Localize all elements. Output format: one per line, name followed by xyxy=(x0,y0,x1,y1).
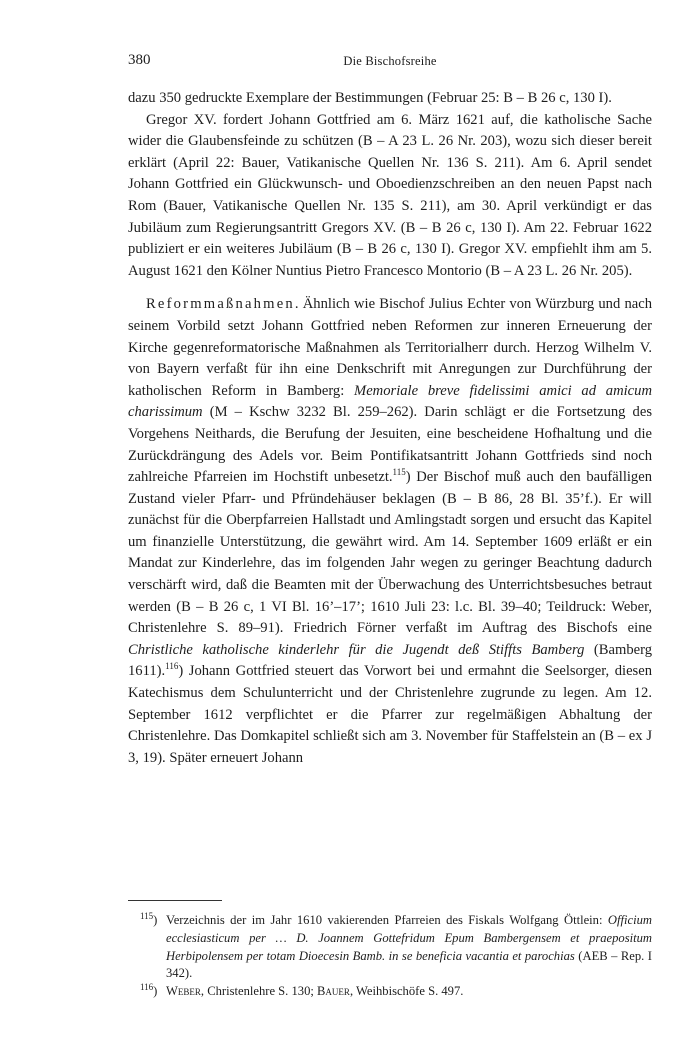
main-text xyxy=(128,88,652,769)
footnotes xyxy=(128,912,652,1001)
footnote-ref-116[interactable]: 116 xyxy=(165,661,179,672)
footnote-ref-115[interactable]: 115 xyxy=(392,467,406,478)
author-name: Weber xyxy=(166,984,201,999)
text-segment: ) Johann Gottfried steuert das Vorwort bei und ermahnt die Seelsorger, diesen Katechismus dem Schulunterricht und der Christenlehre zugrunde zu legen. Am 12. September 1612 verpflichtet er die Pfarrer zur regelmäßigen Abhaltung der Christenlehre. Das Domkapitel schließt sich am 3. November für Staffelstein an (B – ex J 3, 19). Später erneuert Johann xyxy=(128,663,652,766)
footnote-116 xyxy=(128,983,652,1001)
footnote-title: Officium ecclesiasticum per … D. Joannem Gottefridum Epum Bambergensem et praepositum Herbipolensem per totam Dioecesin Bamb. in se beneficia vacantia et parochias xyxy=(166,913,652,963)
footnote-text: , Christenlehre S. 130; xyxy=(200,984,318,999)
text-segment: (M – Kschw 3232 Bl. 259–262). Darin schlägt er die Fortsetzung des Vorgehens Neithards, die Berufung der Jesuiten, eine bescheidene Hofhaltung und die Zurückdrängung des Adels vor. Beim Pontifikatsantritt Johann Gottfrieds sind noch zahlreiche Pfarreien im Hochstift unbesetzt. xyxy=(128,404,652,486)
section-heading: Reformmaßnahmen xyxy=(146,296,295,313)
paragraph-2: Gregor XV. fordert Johann Gottfried am 6. März 1621 auf, die katholische Sache wider die Glaubensfeinde zu schützen (B – A 23 L. 26 Nr. 203), wozu sich dieser bereit erklärt (April 22: Bauer, Vatikanische Quellen Nr. 136 S. 211). Am 6. April sendet Johann Gottfried ein Glückwunsch- und Oboedienzschreiben an den neuen Papst nach Rom (Bauer, Vatikanische Quellen Nr. 135 S. 211), am 30. April verkündigt er das Jubiläum zum Regierungsantritt Gregors XV. (B – B 26 c, 130 I). Am 22. Februar 1622 publiziert er ein weiteres Jubiläum (B – B 26 c, 130 I). Gregor XV. empfiehlt ihm am 5. August 1621 den Kölner Nuntius Pietro Francesco Montorio (B – A 23 L. 26 Nr. 205). xyxy=(128,111,652,279)
footnote-text: , Weihbischöfe S. 497. xyxy=(349,984,464,999)
page-header xyxy=(128,52,652,74)
title-memoriale: Memoriale breve fidelissimi amici ad amicum charissimum xyxy=(128,382,652,421)
footnote-text: Verzeichnis der im Jahr 1610 vakierenden Pfarreien des Fiskals Wolfgang Öttlein: xyxy=(166,913,608,927)
text-segment: (Bamberg 1611). xyxy=(128,641,652,680)
footnote-text: (AEB – Rep. I 342). xyxy=(166,948,652,981)
paragraph-3: Reformmaßnahmen. Ähnlich wie Bischof Julius Echter von Würzburg und nach seinem Vorbild setzt Johann Gottfried neben Reformen zur inneren Erneuerung der Kirche gegenreformatorische Maßnahmen als Territorialherr durch. Herzog Wilhelm V. von Bayern verfaßt für ihn eine Denkschrift mit Anregungen zur Durchführung der katholischen Reform in Bamberg: Memoriale breve fidelissimi amici ad amicum charissimum (M – Kschw 3232 Bl. 259–262). Darin schlägt er die Fortsetzung des Vorgehens Neithards, die Berufung der Jesuiten, eine bescheidene Hofhaltung und die Zurückdrängung des Adels vor. Beim Pontifikatsantritt Johann Gottfrieds sind noch zahlreiche Pfarreien im Hochstift unbesetzt.$^{115}$) Der Bischof muß auch den baufälligen Zustand vieler Pfarr- und Pfründehäuser beklagen (B – B 86, 28 Bl. 35’f.). Er will zunächst für die Oberpfarreien Hallstadt und Amlingstadt sorgen und ersucht das Kapitel um finanzielle Unterstützung, die gewährt wird. Am 14. September 1609 erläßt er ein Mandat zur Kinderlehre, das im folgenden Jahr wegen zu geringer Beachtung dadurch verschärft wird, daß die Beamten mit der Überwachung des Unterrichtsbesuches betraut werden (B – B 26 c, 1 VI Bl. 16’–17’; 1610 Juli 23: l.c. Bl. 39–40; Teildruck: Weber, Christenlehre S. 89–91). Friedrich Förner verfaßt im Auftrag des Bischofs eine Christliche katholische kinderlehr für die Jugendt deß Stiffts Bamberg (Bamberg 1611).$^{116}$) Johann Gottfried steuert das Vorwort bei und ermahnt die Seelsorger, diesen Katechismus dem Schulunterricht und der Christenlehre zugrunde zu legen. Am 12. September 1612 verpflichtet er die Pfarrer zur regelmäßigen Abhaltung der Christenlehre. Das Domkapitel schließt sich am 3. November für Staffelstein an (B – ex J 3, 19). Später erneuert Johann xyxy=(128,296,653,766)
footnote-rule xyxy=(128,900,222,901)
title-kinderlehr: Christliche katholische kinderlehr für die Jugendt deß Stiffts Bamberg xyxy=(128,641,585,658)
text-segment: Ähnlich wie Bischof Julius Echter von Würzburg und nach seinem Vorbild setzt Johann Gottfried neben Reformen zur inneren Erneuerung der Kirche gegenreformatorische Maßnahmen als Territorialherr durch. Herzog Wilhelm V. von Bayern verfaßt für ihn eine Denkschrift mit Anregungen zur Durchführung der katholischen Reform in Bamberg: xyxy=(128,296,653,399)
footnote-115 xyxy=(128,912,652,983)
footnote-mark: $^{115}$) xyxy=(140,910,158,927)
author-name: Bauer xyxy=(317,984,350,999)
text-segment: ) Der Bischof muß auch den baufälligen Zustand vieler Pfarr- und Pfründehäuser beklagen (B – B 86, 28 Bl. 35’f.). Er will zunächst für die Oberpfarreien Hallstadt und Amlingstadt sorgen und ersucht das Kapitel um finanzielle Unterstützung, die gewährt wird. Am 14. September 1609 erläßt er ein Mandat zur Kinderlehre, das im folgenden Jahr wegen zu geringer Beachtung dadurch verschärft wird, daß die Beamten mit der Überwachung des Unterrichtsbesuches betraut werden (B – B 26 c, 1 VI Bl. 16’–17’; 1610 Juli 23: l.c. Bl. 39–40; Teildruck: Weber, Christenlehre S. 89–91). Friedrich Förner verfaßt im Auftrag des Bischofs eine xyxy=(128,469,652,637)
running-head: Die Bischofsreihe xyxy=(343,54,437,68)
footnote-mark: $^{116}$) xyxy=(140,982,158,999)
footnote-number: 116 xyxy=(140,982,154,992)
page-number: 380 xyxy=(128,52,151,68)
paragraph-1: dazu 350 gedruckte Exemplare der Bestimmungen (Februar 25: B – B 26 c, 130 I). xyxy=(128,90,612,106)
footnote-number: 115 xyxy=(140,910,154,921)
